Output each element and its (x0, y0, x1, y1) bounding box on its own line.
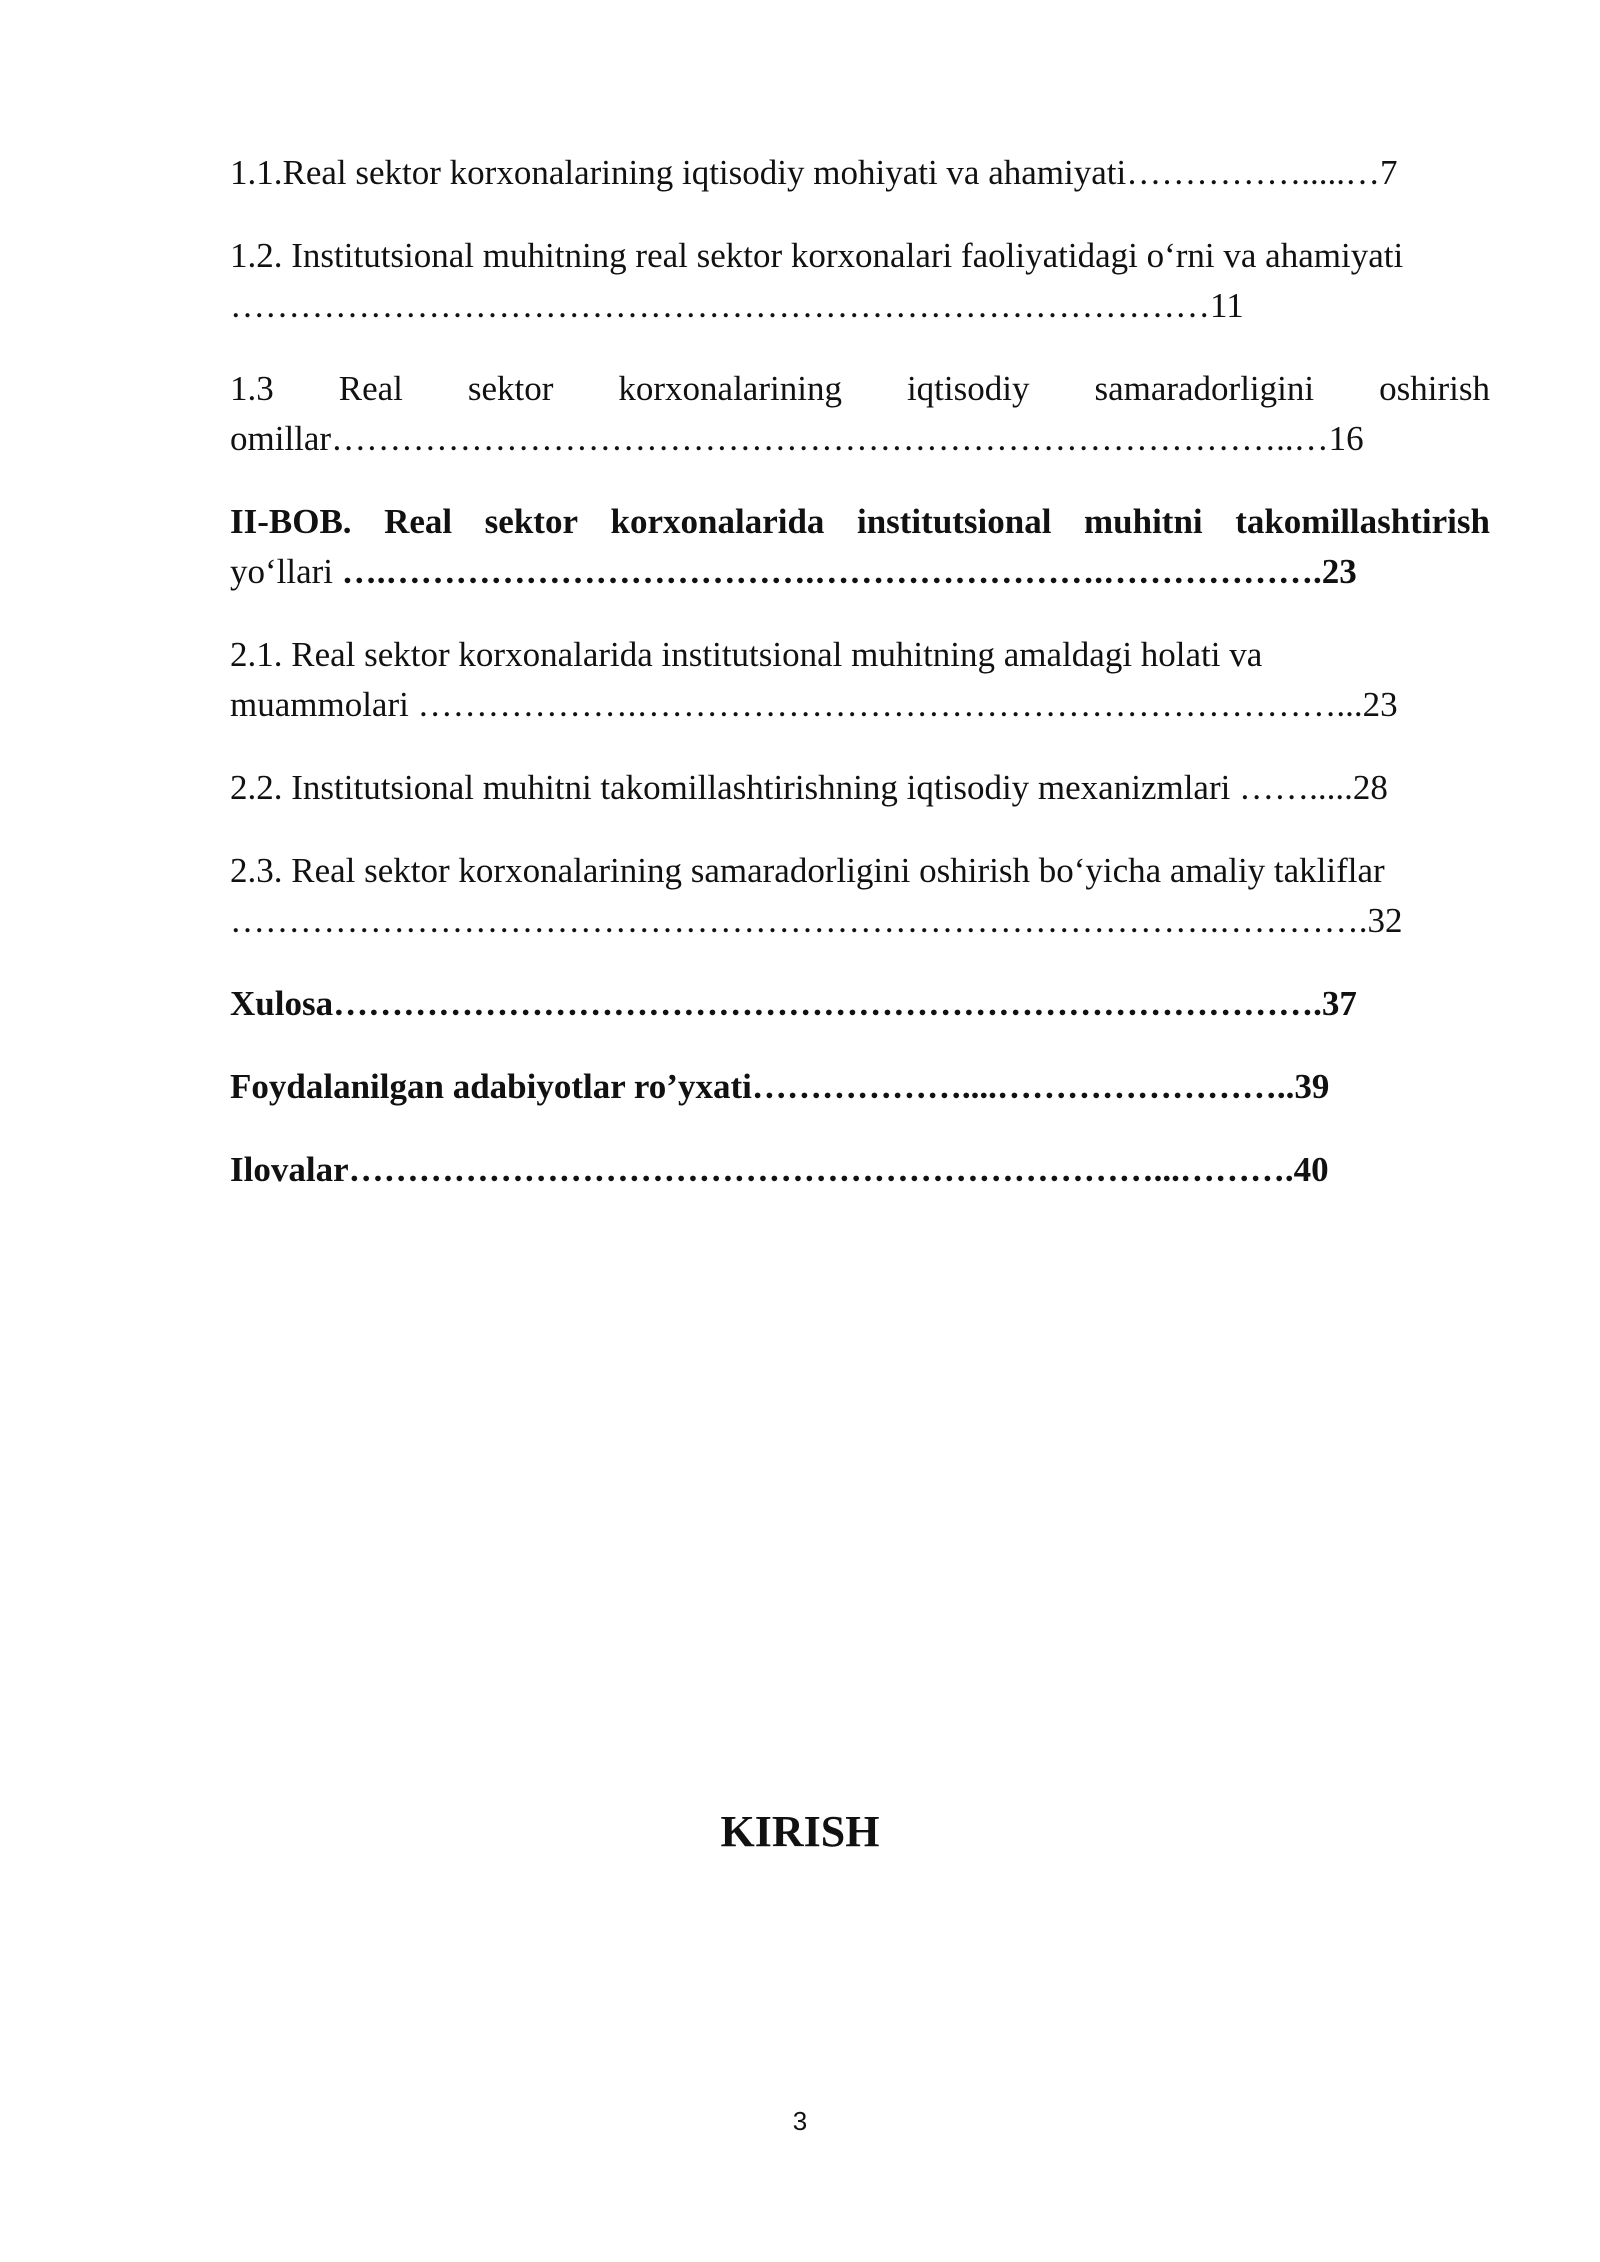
toc-entry-1-3-title (230, 364, 1490, 414)
toc-entry-adabiyotlar[interactable] (230, 1062, 1490, 1112)
toc-word: samaradorligini (1094, 369, 1315, 408)
toc-word: korxonalarida (610, 502, 825, 541)
toc-chapter-2-leader (230, 547, 1490, 597)
toc-entry-ilovalar-text: Ilovalar……………………………………………………………...……….40 (230, 1150, 1329, 1189)
toc-entry-adabiyotlar-text: Foydalanilgan adabiyotlar ro’yxati………………....……………………..39 (230, 1067, 1330, 1106)
toc-chapter-2-title-end: yo‘llari (230, 552, 342, 591)
toc-word: korxonalarining (618, 369, 842, 408)
toc-word: oshirish (1379, 369, 1490, 408)
table-of-contents (230, 148, 1490, 1228)
toc-entry-2-1[interactable] (230, 630, 1490, 730)
toc-entry-2-3-title: 2.3. Real sektor korxonalarining samaradorligini oshirish bo‘yicha amaliy takliflar (230, 851, 1385, 890)
toc-entry-2-3-leader: ………………………………………………………………………….………….32 (230, 901, 1403, 940)
toc-word: institutsional (856, 502, 1052, 541)
toc-entry-xulosa[interactable] (230, 979, 1490, 1029)
toc-word: Real (338, 369, 403, 408)
toc-entry-1-1-text: 1.1.Real sektor korxonalarining iqtisodiy mohiyati va ahamiyati…………….....…7 (230, 153, 1398, 192)
page-number: 3 (792, 2106, 808, 2136)
toc-entry-xulosa-text: Xulosa………………………………………………………………………….37 (230, 984, 1357, 1023)
toc-word: sektor (467, 369, 554, 408)
toc-entry-2-3[interactable] (230, 846, 1490, 946)
toc-word: muhitni (1084, 502, 1203, 541)
toc-word: takomillashtirish (1235, 502, 1490, 541)
toc-entry-1-3-leader: omillar………………………………………………………………………..…16 (230, 419, 1364, 458)
toc-word: Real (384, 502, 453, 541)
toc-entry-1-2-leader: …………………………………………………………………………11 (230, 286, 1244, 325)
toc-word: sektor (484, 502, 578, 541)
toc-entry-1-1[interactable] (230, 148, 1490, 198)
toc-entry-2-1-leader: muammolari ……………….……………………………………………………...23 (230, 685, 1398, 724)
toc-word: 1.3 (230, 369, 274, 408)
toc-entry-1-3[interactable] (230, 364, 1490, 464)
toc-entry-2-2[interactable] (230, 763, 1490, 813)
toc-word: iqtisodiy (906, 369, 1030, 408)
toc-entry-1-2-title: 1.2. Institutsional muhitning real sektor korxonalari faoliyatidagi o‘rni va ahamiyati (230, 236, 1404, 275)
toc-entry-1-2[interactable] (230, 231, 1490, 331)
toc-chapter-2-title (230, 497, 1490, 547)
toc-chapter-2[interactable] (230, 497, 1490, 597)
toc-word: II-BOB. (230, 502, 352, 541)
toc-chapter-2-dots: ….……………………………….…………………….……………….23 (341, 552, 1357, 591)
toc-entry-2-2-text: 2.2. Institutsional muhitni takomillashtirishning iqtisodiy mexanizmlari …….....28 (230, 768, 1388, 807)
toc-entry-2-1-title: 2.1. Real sektor korxonalarida institutsional muhitning amaldagi holati va (230, 635, 1263, 674)
section-heading-kirish: KIRISH (720, 1807, 880, 1856)
toc-entry-ilovalar[interactable] (230, 1145, 1490, 1195)
